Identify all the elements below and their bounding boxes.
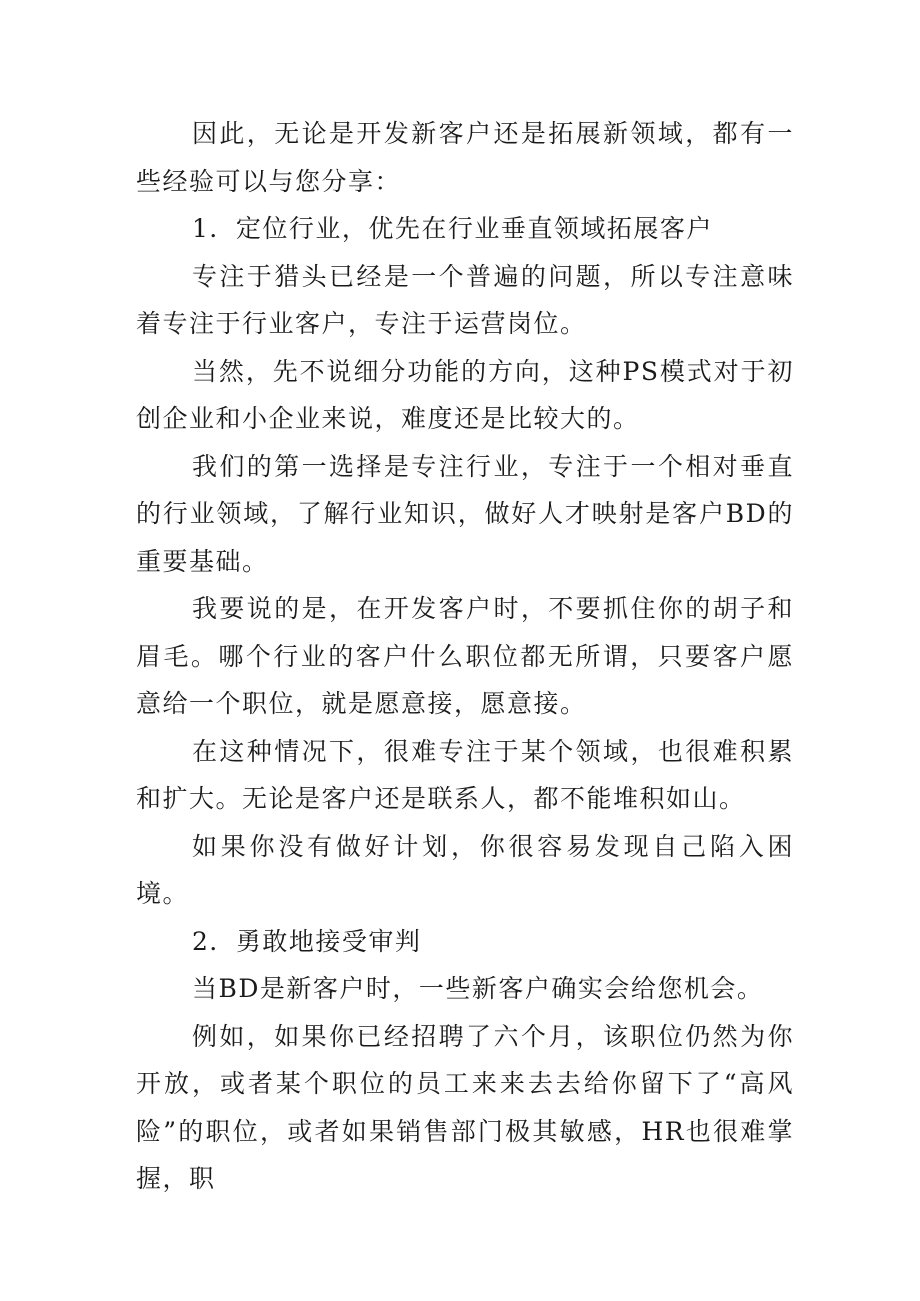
- paragraph: 例如，如果你已经招聘了六个月，该职位仍然为你开放，或者某个职位的员工来来去去给你留下了“高风险”的职位，或者如果销售部门极其敏感，HR也很难掌握，职: [136, 1021, 794, 1193]
- document-body: [136, 110, 794, 1203]
- paragraph: 如果你没有做好计划，你很容易发现自己陷入困境。: [136, 831, 794, 908]
- paragraph: 当然，先不说细分功能的方向，这种PS模式对于初创企业和小企业来说，难度还是比较大的。: [136, 356, 794, 433]
- paragraph: 我要说的是，在开发客户时，不要抓住你的胡子和眉毛。哪个行业的客户什么职位都无所谓，只要客户愿意给一个职位，就是愿意接，愿意接。: [136, 594, 794, 718]
- paragraph: 专注于猎头已经是一个普遍的问题，所以专注意味着专注于行业客户，专注于运营岗位。: [136, 261, 794, 338]
- paragraph: 当BD是新客户时，一些新客户确实会给您机会。: [192, 974, 764, 1003]
- paragraph: 我们的第一选择是专注行业，专注于一个相对垂直的行业领域，了解行业知识，做好人才映射是客户BD的重要基础。: [136, 451, 794, 576]
- paragraph-intro: 因此，无论是开发新客户还是拓展新领域，都有一些经验可以与您分享：: [136, 119, 794, 196]
- paragraph: 在这种情况下，很难专注于某个领域，也很难积累和扩大。无论是客户还是联系人，都不能堆积如山。: [136, 736, 794, 813]
- section-heading-1: 1．定位行业，优先在行业垂直领域拓展客户: [192, 214, 713, 243]
- section-heading-2: 2．勇敢地接受审判: [192, 926, 422, 956]
